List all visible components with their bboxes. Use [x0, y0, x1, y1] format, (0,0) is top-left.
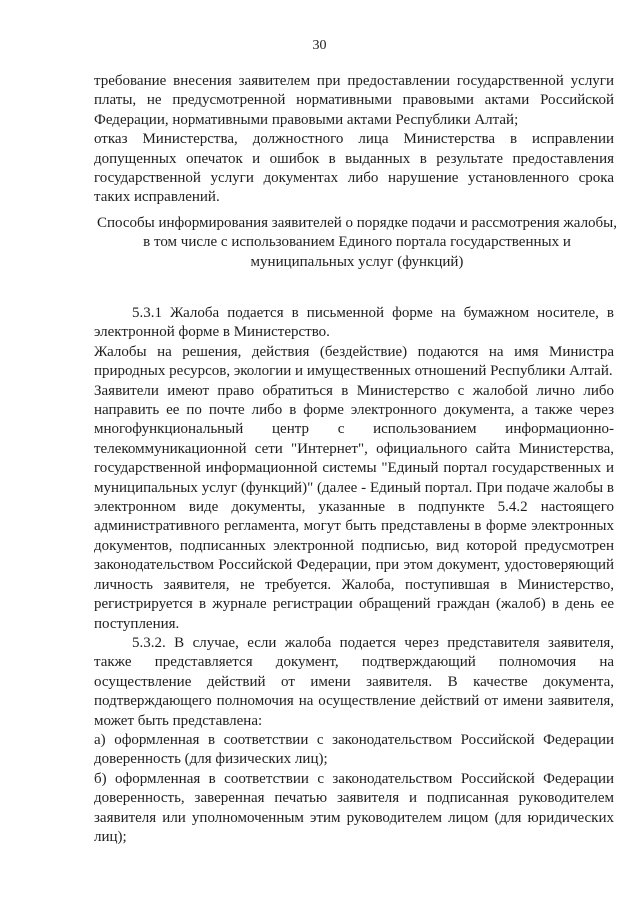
section-heading: Способы информирования заявителей о порядке подачи и рассмотрения жалобы, в том числе с использованием Единого портала государственных и муниципальных услуг (функций) — [96, 215, 618, 270]
paragraph-complaint-addressee: Жалобы на решения, действия (бездействие) подаются на имя Министра природных ресурсов, экологии и имущественных отношений Республики Алтай. — [94, 343, 614, 380]
paragraph-submission-methods: Заявители имеют право обратиться в Министерство с жалобой лично либо направить ее по почте либо в форме электронного документа, а также через многофункциональный центр с использованием информационно-телекоммуникационной сети "Интернет", официального сайта Министерства, государственной информационной системы "Единый портал государственных и муниципальных услуг (функций)" (далее - Единый портал. При подаче жалобы в электронном виде документы, указанные в подпункте 5.4.2 настоящего административного регламента, могут быть представлены в форме электронных документов, подписанных электронной подписью, вид которой предусмотрен законодательством Российской Федерации, при этом документ, удостоверяющий личность заявителя, не требуется. Жалоба, поступившая в Министерство, регистрируется в журнале регистрации обращений граждан (жалоб) в день ее поступления. — [94, 382, 614, 632]
intro-paragraph-fee: требование внесения заявителем при предоставлении государственной услуги платы, не предусмотренной нормативными правовыми актами Российской Федерации, нормативными правовыми актами Республики Алтай; — [94, 73, 614, 128]
intro-block — [94, 72, 614, 208]
paragraph-5-3-2: 5.3.2. В случае, если жалоба подается через представителя заявителя, также представляется документ, подтверждающий полномочия на осуществление действий от имени заявителя. В качестве документа, подтверждающего полномочия на осуществление действий от имени заявителя, может быть представлена: — [94, 634, 614, 729]
list-item-a: а) оформленная в соответствии с законодательством Российской Федерации доверенность (для физических лиц); — [94, 731, 614, 768]
intro-paragraph-refusal: отказ Министерства, должностного лица Министерства в исправлении допущенных опечаток и ошибок в выданных в результате предоставления государственной услуги документах либо нарушение установленного срока таких исправлений. — [94, 131, 614, 206]
page-number: 30 — [312, 38, 327, 53]
body-block — [94, 304, 614, 847]
paragraph-5-3-1: 5.3.1 Жалоба подается в письменной форме на бумажном носителе, в электронной форме в Министерство. — [94, 305, 614, 341]
list-item-b: б) оформленная в соответствии с законодательством Российской Федерации доверенность, заверенная печатью заявителя и подписанная руководителем заявителя или уполномоченным этим руководителем лицом (для юридических лиц); — [94, 770, 614, 845]
